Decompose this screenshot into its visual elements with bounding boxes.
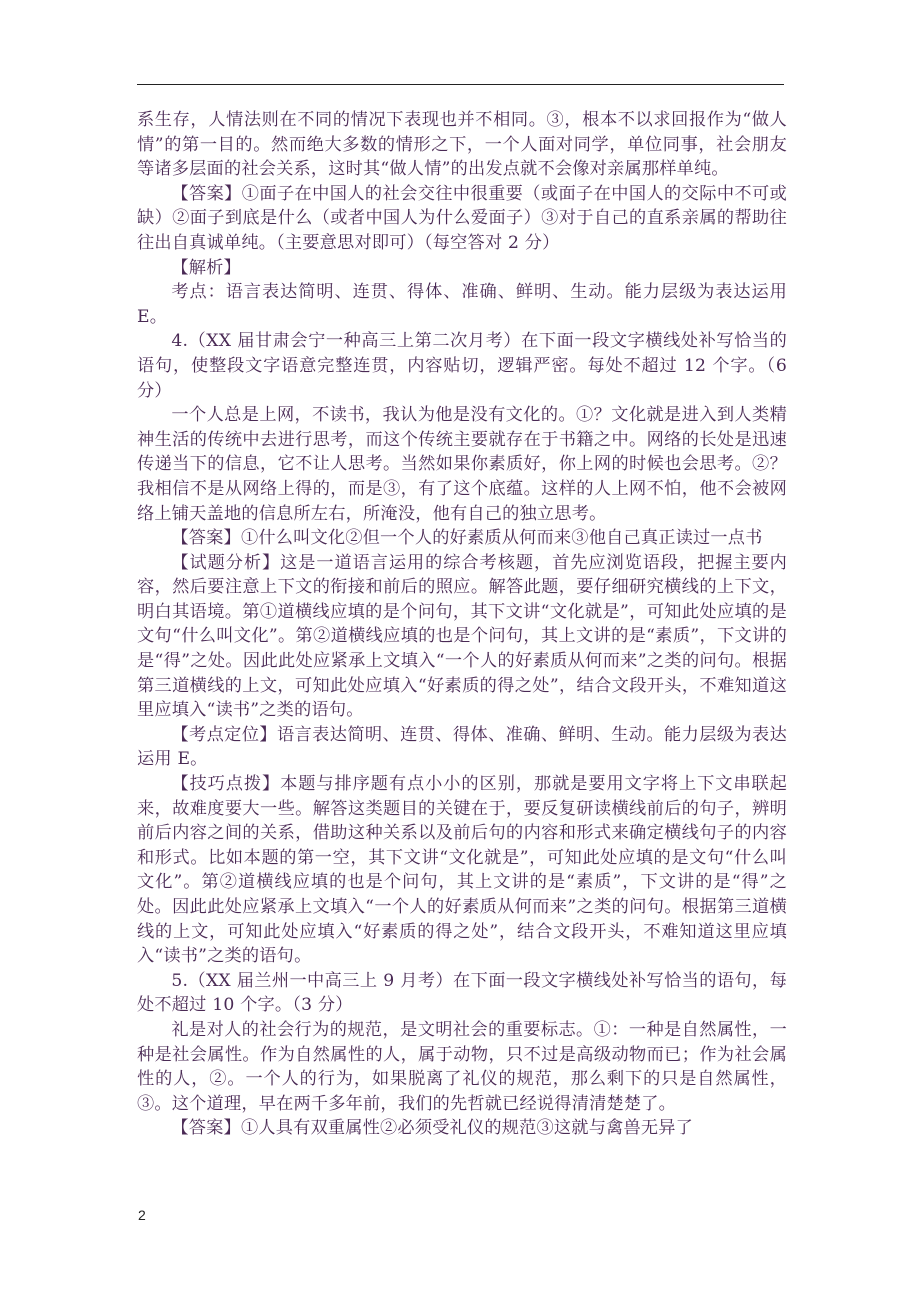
page-number: 2	[138, 1207, 146, 1223]
paragraph: 【答案】①什么叫文化②但一个人的好素质从何而来③他自己真正读过一点书	[171, 528, 763, 549]
paragraph: 系生存，人情法则在不同的情况下表现也并不相同。③，根本不以求回报作为“做人情”的第一目的。然而绝大多数的情形之下，一个人面对同学，单位同事，社会朋友等诸多层面的社会关系，这时其“做人情”的出发点就不会像对亲属那样单纯。	[137, 110, 787, 180]
paragraph: 5.（XX 届兰州一中高三上 9 月考）在下面一段文字横线处补写恰当的语句，每处不超过 10 个字。（3 分）	[137, 970, 787, 1016]
header-rule	[137, 84, 784, 85]
paragraph: 【答案】①面子在中国人的社会交往中很重要（或面子在中国人的交际中不可或缺）②面子到底是什么（或者中国人为什么爱面子）③对于自己的直系亲属的帮助往往出自真诚单纯。（主要意思对即可）（每空答对 2 分）	[137, 183, 787, 253]
paragraph: 4.（XX 届甘肃会宁一种高三上第二次月考）在下面一段文字横线处补写恰当的语句，使整段文字语意完整连贯，内容贴切，逻辑严密。每处不超过 12 个字。（6 分）	[137, 331, 787, 401]
paragraph: 考点：语言表达简明、连贯、得体、准确、鲜明、生动。能力层级为表达运用 E。	[137, 282, 787, 327]
paragraph: 【解析】	[171, 257, 241, 278]
page-body	[137, 108, 787, 1141]
paragraph: 【技巧点拨】本题与排序题有点小小的区别，那就是要用文字将上下文串联起来，故难度要大一些。解答这类题目的关键在于，要反复研读横线前后的句子，辨明前后内容之间的关系，借助这种关系以及前后句的内容和形式来确定横线句子的内容和形式。比如本题的第一空，其下文讲“文化就是”，可知此处应填的是文句“什么叫文化”。第②道横线应填的也是个问句，其上文讲的是“素质”，下文讲的是“得”之处。因此此处应紧承上文填入“一个人的好素质从何而来”之类的问句。根据第三道横线的上文，可知此处应填入“好素质的得之处”，结合文段开头，不难知道这里应填入“读书”之类的语句。	[137, 774, 787, 967]
paragraph: 一个人总是上网，不读书，我认为他是没有文化的。①？文化就是进入到人类精神生活的传统中去进行思考，而这个传统主要就存在于书籍之中。网络的长处是迅速传递当下的信息，它不让人思考。当然如果你素质好，你上网的时候也会思考。②？我相信不是从网络上得的，而是③，有了这个底蕴。这样的人上网不怕，他不会被网络上铺天盖地的信息所左右，所淹没，他有自己的独立思考。	[137, 405, 787, 524]
paragraph: 【试题分析】这是一道语言运用的综合考核题，首先应浏览语段，把握主要内容，然后要注意上下文的衔接和前后的照应。解答此题，要仔细研究横线的上下文，明白其语境。第①道横线应填的是个问句，其下文讲“文化就是”，可知此处应填的是文句“什么叫文化”。第②道横线应填的也是个问句，其上文讲的是“素质”，下文讲的是“得”之处。因此此处应紧承上文填入“一个人的好素质从何而来”之类的问句。根据第三道横线的上文，可知此处应填入“好素质的得之处”，结合文段开头，不难知道这里应填入“读书”之类的语句。	[137, 552, 787, 721]
paragraph: 【考点定位】语言表达简明、连贯、得体、准确、鲜明、生动。能力层级为表达运用 E。	[137, 724, 787, 770]
paragraph: 【答案】①人具有双重属性②必须受礼仪的规范③这就与禽兽无异了	[171, 1118, 694, 1139]
paragraph: 礼是对人的社会行为的规范，是文明社会的重要标志。①：一种是自然属性，一种是社会属性。作为自然属性的人，属于动物，只不过是高级动物而已；作为社会属性的人，②。一个人的行为，如果脱离了礼仪的规范，那么剩下的只是自然属性，③。这个道理，早在两千多年前，我们的先哲就已经说得清清楚楚了。	[137, 1019, 787, 1114]
